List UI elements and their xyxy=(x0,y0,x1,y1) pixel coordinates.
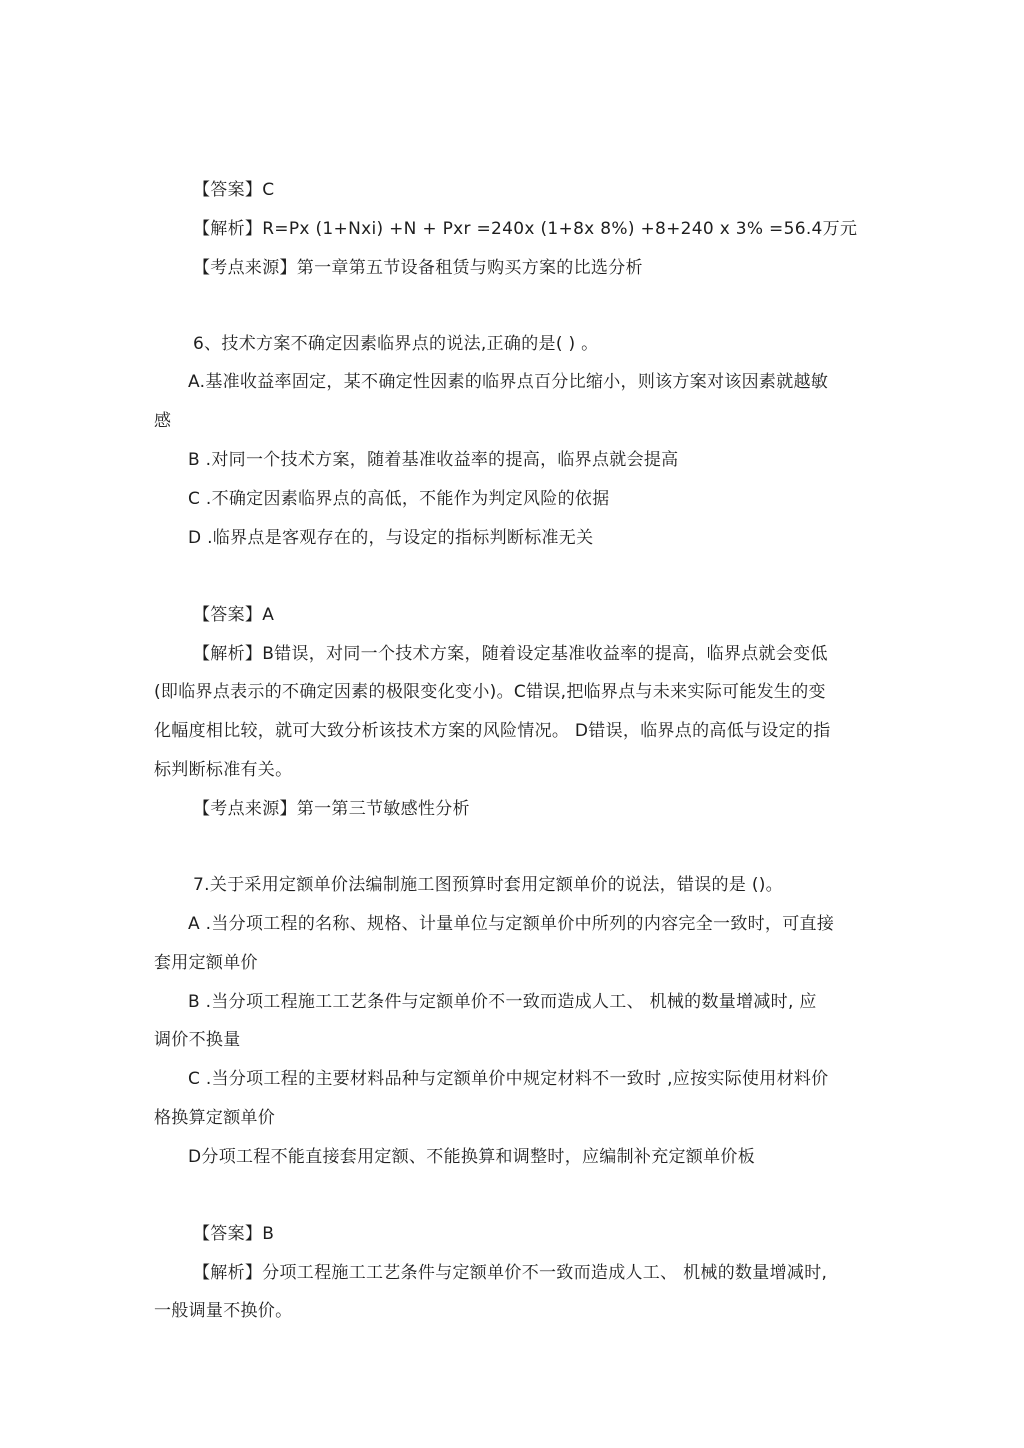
q6-analysis-cont-1: (即临界点表示的不确定因素的极限变化变小)。C错误,把临界点与未来实际可能发生的变 xyxy=(154,682,826,702)
q6-source: 【考点来源】第一第三节敏感性分析 xyxy=(193,799,470,819)
q6-analysis-cont-2: 化幅度相比较，就可大致分析该技术方案的风险情况。 D错误，临界点的高低与设定的指 xyxy=(154,721,831,741)
q7-option-a-cont: 套用定额单价 xyxy=(154,953,258,973)
q7-option-c-cont: 格换算定额单价 xyxy=(154,1108,276,1128)
q5-answer: 【答案】C xyxy=(193,180,275,200)
q5-source: 【考点来源】第一章第五节设备租赁与购买方案的比选分析 xyxy=(193,258,643,278)
q7-answer: 【答案】B xyxy=(193,1224,275,1244)
q7-option-a: A .当分项工程的名称、规格、计量单位与定额单价中所列的内容完全一致时，可直接 xyxy=(188,914,835,934)
q6-option-b: B .对同一个技术方案，随着基准收益率的提高，临界点就会提高 xyxy=(188,450,679,470)
q6-analysis: 【解析】B错误，对同一个技术方案，随着设定基准收益率的提高，临界点就会变低 xyxy=(193,644,828,664)
q7-analysis: 【解析】分项工程施工工艺条件与定额单价不一致而造成人工、 机械的数量增减时, xyxy=(193,1263,828,1283)
q5-analysis: 【解析】R=Px (1+Nxi) +N + Pxr =240x (1+8x 8%) +8+240 x 3% =56.4万元 xyxy=(193,219,858,239)
q7-option-c: C .当分项工程的主要材料品种与定额单价中规定材料不一致时 ,应按实际使用材料价 xyxy=(188,1069,829,1089)
q6-option-a: A.基准收益率固定，某不确定性因素的临界点百分比缩小，则该方案对该因素就越敏 xyxy=(188,372,829,392)
q6-option-c: C .不确定因素临界点的高低，不能作为判定风险的依据 xyxy=(188,489,610,509)
q7-question: 7.关于采用定额单价法编制施工图预算时套用定额单价的说法，错误的是 ()。 xyxy=(193,875,783,895)
q7-option-b-cont: 调价不换量 xyxy=(154,1030,241,1050)
q7-analysis-cont: 一般调量不换价。 xyxy=(154,1301,293,1321)
q6-analysis-cont-3: 标判断标准有关。 xyxy=(154,760,293,780)
q7-option-d: D分项工程不能直接套用定额、不能换算和调整时，应编制补充定额单价板 xyxy=(188,1147,755,1167)
q6-question: 6、技术方案不确定因素临界点的说法,正确的是( ) 。 xyxy=(193,334,599,354)
q6-answer: 【答案】A xyxy=(193,605,275,625)
q6-option-a-cont: 感 xyxy=(154,411,172,431)
q7-option-b: B .当分项工程施工工艺条件与定额单价不一致而造成人工、 机械的数量增减时, 应 xyxy=(188,992,817,1012)
q6-option-d: D .临界点是客观存在的，与设定的指标判断标准无关 xyxy=(188,528,594,548)
